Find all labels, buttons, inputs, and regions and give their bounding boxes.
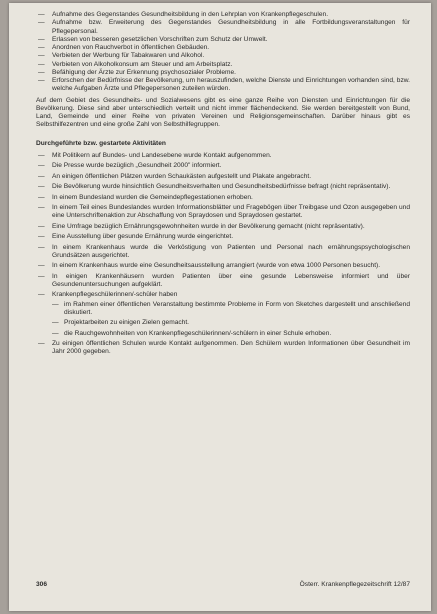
list-item: — Erforschen der Bedürfnisse der Bevölkerung, um herauszufinden, welche Dienste und Einrichtungen vorhanden sind, bzw. welche Aufgaben Ärzte und Pflegepersonen zuteilen würden.	[36, 77, 410, 94]
list-item: — Erlassen von besseren gesetzlichen Vorschriften zum Schutz der Umwelt.	[36, 36, 410, 44]
list-item: — In einem Krankenhaus wurde eine Gesundheitsausstellung arrangiert (wurde von etwa 1000 Personen besucht).	[36, 262, 410, 270]
sublist-item: — Projektarbeiten zu einigen Zielen gemacht.	[52, 319, 410, 327]
students-sublist	[52, 301, 410, 338]
list-item: — Mit Politikern auf Bundes- und Landesebene wurde Kontakt aufgenommen.	[36, 152, 410, 160]
section-heading: Durchgeführte bzw. gestartete Aktivitäten	[36, 139, 166, 147]
list-item: — An einigen öffentlichen Plätzen wurden Schaukästen aufgestellt und Plakate angebracht.	[36, 173, 410, 181]
document-page	[9, 3, 431, 611]
list-item: — Eine Ausstellung über gesunde Ernährung wurde eingerichtet.	[36, 233, 410, 241]
journal-reference: Österr. Krankenpflegezeitschrift 12/87	[299, 581, 410, 588]
list-item: — Befähigung der Ärzte zur Erkennung psychosozialer Probleme.	[36, 69, 410, 77]
list-item: — Anordnen von Rauchverbot in öffentlichen Gebäuden.	[36, 44, 410, 52]
activities-list	[36, 152, 410, 357]
page-content	[36, 11, 410, 359]
list-item: — In einem Teil eines Bundeslandes wurden Informationsblätter und Fragebögen über Treibgase und Ozon ausgegeben und eine Unterschriftenaktion zur Abschaffung von Spraydosen und Spraydosen gestartet.	[36, 204, 410, 221]
list-item: — Zu einigen öffentlichen Schulen wurde Kontakt aufgenommen. Den Schülern wurden Informationen über Gesundheit im Jahr 2000 gegeben.	[36, 340, 410, 357]
list-item: — In einem Bundesland wurden die Gemeindepflegestationen erhoben.	[36, 194, 410, 202]
demands-list	[36, 11, 410, 94]
list-item: — In einem Krankenhaus wurde die Verköstigung von Patienten und Personal nach ernährungspsychologischen Grundsätzen ausgerichtet.	[36, 244, 410, 261]
list-item: — Aufnahme des Gegenstandes Gesundheitsbildung in den Lehrplan von Krankenpflegeschulen.	[36, 11, 410, 19]
page-number: 306	[36, 581, 48, 588]
list-item: — In einigen Krankenhäusern wurden Patienten über eine gesunde Lebensweise informiert und über Gesundenuntersuchungen aufgeklärt.	[36, 273, 410, 290]
list-item	[36, 291, 410, 338]
list-item: — Die Presse wurde bezüglich „Gesundheit 2000" informiert.	[36, 162, 410, 170]
body-paragraph: Auf dem Gebiet des Gesundheits- und Sozialwesens gibt es eine ganze Reihe von Diensten und Einrichtungen für die Bevölkerung. Diese sind aber unterschiedlich verteilt und nicht immer flächendeckend. Sie werden bereitgestellt von Bund, Land, Gemeinde und einer Reihe von privaten Vereinen und Religionsgemeinschaften. Darüber hinaus gibt es Selbsthilfezentren und eine große Zahl von Selbsthilfegruppen.	[36, 96, 410, 129]
list-item: — Die Bevölkerung wurde hinsichtlich Gesundheitsverhalten und Gesundheitsbedürfnisse befragt (nicht repräsentativ).	[36, 183, 410, 191]
list-item: — Verbieten der Werbung für Tabakwaren und Alkohol.	[36, 52, 410, 60]
sublist-item: — im Rahmen einer öffentlichen Veranstaltung bestimmte Probleme in Form von Sketches dargestellt und anschließend diskutiert.	[52, 301, 410, 318]
list-item-text: Krankenpflegeschülerinnen/-schüler haben	[52, 291, 178, 299]
list-item: — Aufnahme bzw. Erweiterung des Gegenstandes Gesundheitsbildung in alle Fortbildungsveranstaltungen für Pflegepersonal.	[36, 19, 410, 36]
list-item: — Verbieten von Alkoholkonsum am Steuer und am Arbeitsplatz.	[36, 61, 410, 69]
list-item: — Eine Umfrage bezüglich Ernährungsgewohnheiten wurde in der Bevölkerung gemacht (nicht repräsentativ).	[36, 223, 410, 231]
sublist-item: — die Rauchgewohnheiten von Krankenpflegeschülerinnen/-schülern in einer Schule erhoben.	[52, 330, 410, 338]
